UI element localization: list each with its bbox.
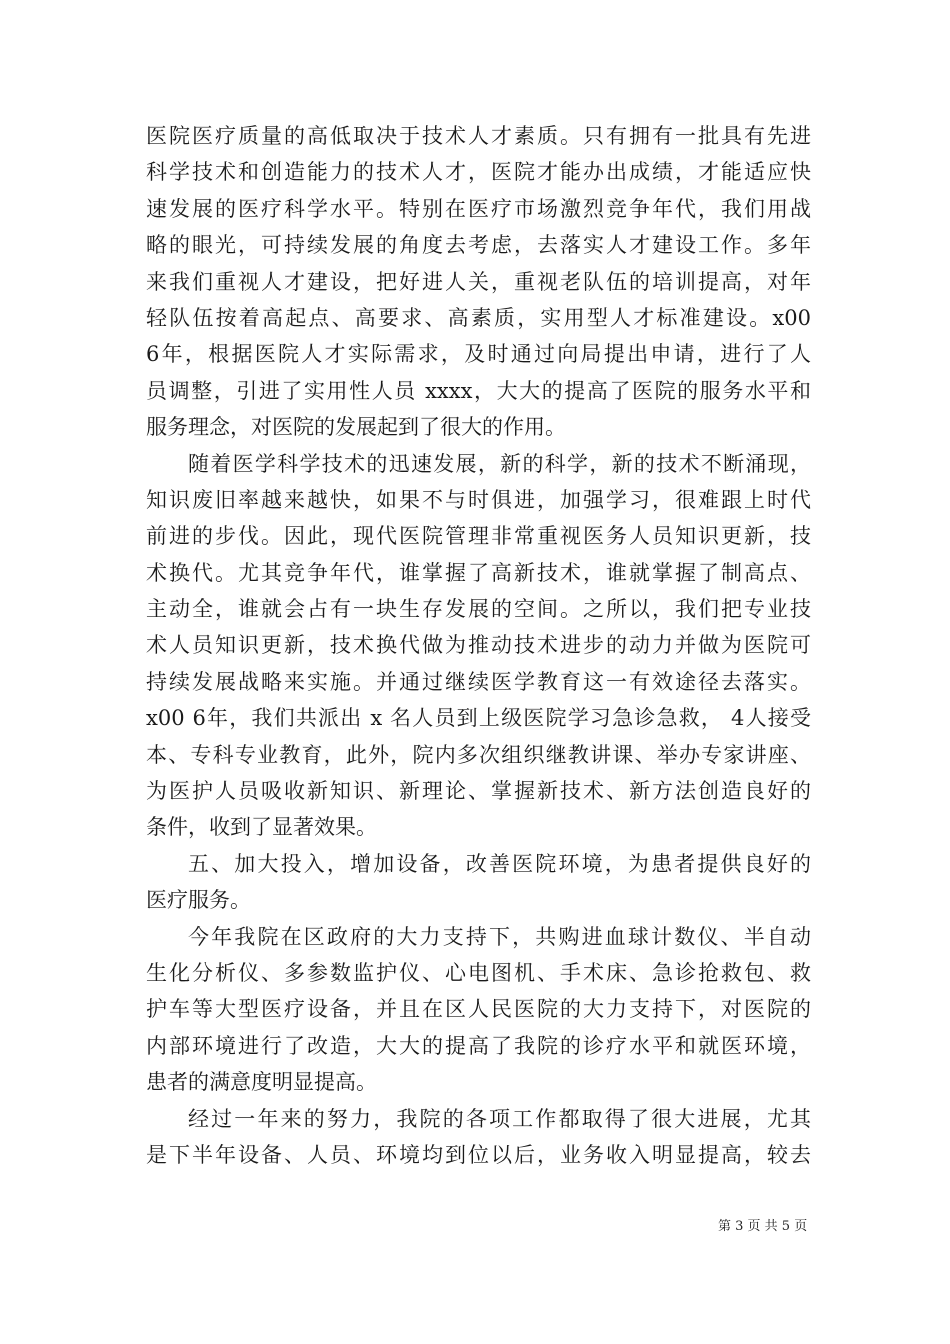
text-line: 患者的满意度明显提高。 [146, 1070, 377, 1095]
text-line: 主动全，谁就会占有一块生存发展的空间。之所以，我们把专业技 [146, 597, 811, 622]
text-line: 员调整，引进了实用性人员 xxxx，大大的提高了医院的服务水平和 [146, 378, 811, 403]
text-line: 服务理念，对医院的发展起到了很大的作用。 [146, 415, 566, 440]
text-line: 术换代。尤其竞争年代，谁掌握了高新技术，谁就掌握了制高点、 [146, 560, 811, 585]
text-line: 知识废旧率越来越快，如果不与时俱进，加强学习，很难跟上时代 [146, 487, 811, 512]
text-line: 6年，根据医院人才实际需求，及时通过向局提出申请，进行了人 [146, 342, 811, 367]
text-line: 生化分析仪、多参数监护仪、心电图机、手术床、急诊抢救包、救 [146, 960, 811, 985]
text-line: 速发展的医疗科学水平。特别在医疗市场激烈竞争年代，我们用战 [146, 196, 811, 221]
page-footer: 第 3 页 共 5 页 [718, 1219, 808, 1234]
section-heading-line: 五、加大投入，增加设备，改善医院环境，为患者提供良好的 [188, 851, 811, 876]
text-line: 科学技术和创造能力的技术人才，医院才能办出成绩，才能适应快 [146, 160, 811, 185]
text-line: 是下半年设备、人员、环境均到位以后，业务收入明显提高，较去 [146, 1142, 811, 1167]
text-line: 为医护人员吸收新知识、新理论、掌握新技术、新方法创造良好的 [146, 779, 811, 804]
body-text [146, 118, 811, 1173]
text-line: 条件，收到了显著效果。 [146, 815, 377, 840]
text-line: 护车等大型医疗设备，并且在区人民医院的大力支持下，对医院的 [146, 997, 811, 1022]
text-line: 经过一年来的努力，我院的各项工作都取得了很大进展，尤其 [188, 1106, 811, 1131]
text-line: 内部环境进行了改造，大大的提高了我院的诊疗水平和就医环境， [146, 1033, 811, 1058]
text-line: 前进的步伐。因此，现代医院管理非常重视医务人员知识更新，技 [146, 524, 811, 549]
section-heading-line: 医疗服务。 [146, 888, 251, 913]
text-line: 持续发展战略来实施。并通过继续医学教育这一有效途径去落实。 [146, 669, 811, 694]
text-line: 医院医疗质量的高低取决于技术人才素质。只有拥有一批具有先进 [146, 124, 811, 148]
text-line: 术人员知识更新，技术换代做为推动技术进步的动力并做为医院可 [146, 633, 811, 658]
text-line: 轻队伍按着高起点、高要求、高素质，实用型人才标准建设。x00 [146, 305, 811, 330]
text-line: 略的眼光，可持续发展的角度去考虑，去落实人才建设工作。多年 [146, 233, 811, 258]
text-line: 本、专科专业教育，此外，院内多次组织继教讲课、举办专家讲座、 [146, 742, 811, 767]
text-line: 来我们重视人才建设，把好进人关，重视老队伍的培训提高，对年 [146, 269, 811, 294]
text-line: x00 6年，我们共派出 x 名人员到上级医院学习急诊急救， 4人接受 [146, 706, 811, 731]
text-line: 随着医学科学技术的迅速发展，新的科学，新的技术不断涌现， [188, 451, 811, 476]
text-line: 今年我院在区政府的大力支持下，共购进血球计数仪、半自动 [188, 924, 811, 949]
